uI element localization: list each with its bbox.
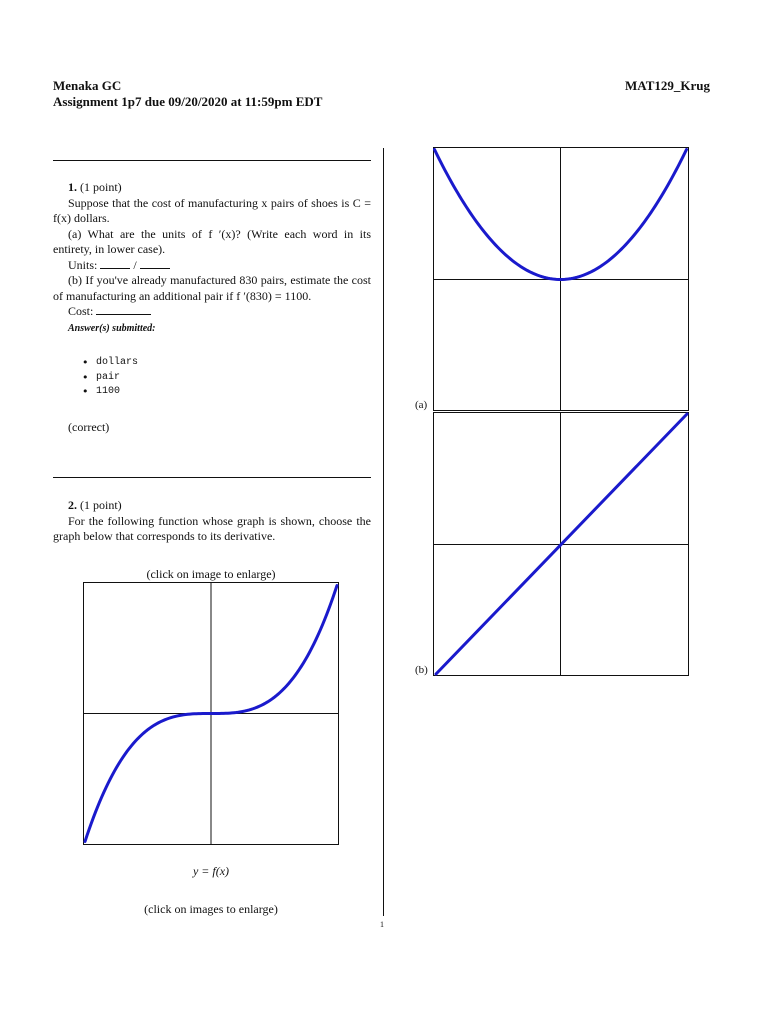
problem-1	[53, 180, 371, 336]
submitted-answers	[82, 356, 138, 400]
problem-2-statement: For the following function whose graph is shown, choose the graph below that corresponds to its derivative.	[53, 513, 371, 543]
problem-1-statement: Suppose that the cost of manufacturing x pairs of shoes is C = f(x) dollars.	[53, 195, 371, 225]
answer-item: • dollars	[82, 356, 138, 371]
answer-item: • pair	[82, 371, 138, 386]
problem-2-separator	[53, 477, 371, 478]
answer-item: • 1100	[82, 385, 138, 400]
units-blank-2[interactable]	[140, 258, 170, 269]
units-separator: /	[133, 257, 137, 272]
option-b-graph[interactable]	[433, 412, 689, 676]
cost-label: Cost:	[68, 304, 94, 318]
option-b-label[interactable]: (b)	[415, 664, 428, 676]
assignment-title: Assignment 1p7 due 09/20/2020 at 11:59pm EDT	[53, 94, 323, 109]
enlarge-link-top[interactable]: (click on image to enlarge)	[146, 567, 276, 581]
function-graph[interactable]	[83, 582, 339, 845]
option-a-graph[interactable]	[433, 147, 689, 411]
option-a-label[interactable]: (a)	[415, 399, 428, 411]
problem-1-part-a: (a) What are the units of f ′(x)? (Write each word in its entirety, in lower case).	[53, 226, 371, 256]
cost-blank[interactable]	[96, 304, 151, 315]
answers-heading: Answer(s) submitted:	[68, 322, 156, 334]
problem-1-status: (correct)	[68, 420, 110, 434]
problem-1-part-b: (b) If you've already manufactured 830 pairs, estimate the cost of manufacturing an additional pair if f ′(830) = 1100.	[53, 273, 371, 303]
enlarge-link-bottom[interactable]: (click on images to enlarge)	[144, 902, 278, 916]
graph-caption: y = f(x)	[192, 864, 230, 878]
course-code: MAT129_Krug	[625, 78, 710, 93]
problem-2	[53, 498, 371, 545]
problem-1-points: (1 point)	[80, 180, 122, 194]
student-name: Menaka GC	[53, 78, 122, 93]
problem-2-number: 2.	[68, 498, 77, 512]
problem-1-separator	[53, 160, 371, 161]
units-label: Units:	[68, 257, 98, 272]
problem-2-points: (1 point)	[80, 498, 122, 512]
units-blank-1[interactable]	[100, 258, 130, 269]
column-divider	[383, 148, 384, 916]
page-number: 1	[380, 920, 384, 929]
problem-1-number: 1.	[68, 180, 77, 194]
